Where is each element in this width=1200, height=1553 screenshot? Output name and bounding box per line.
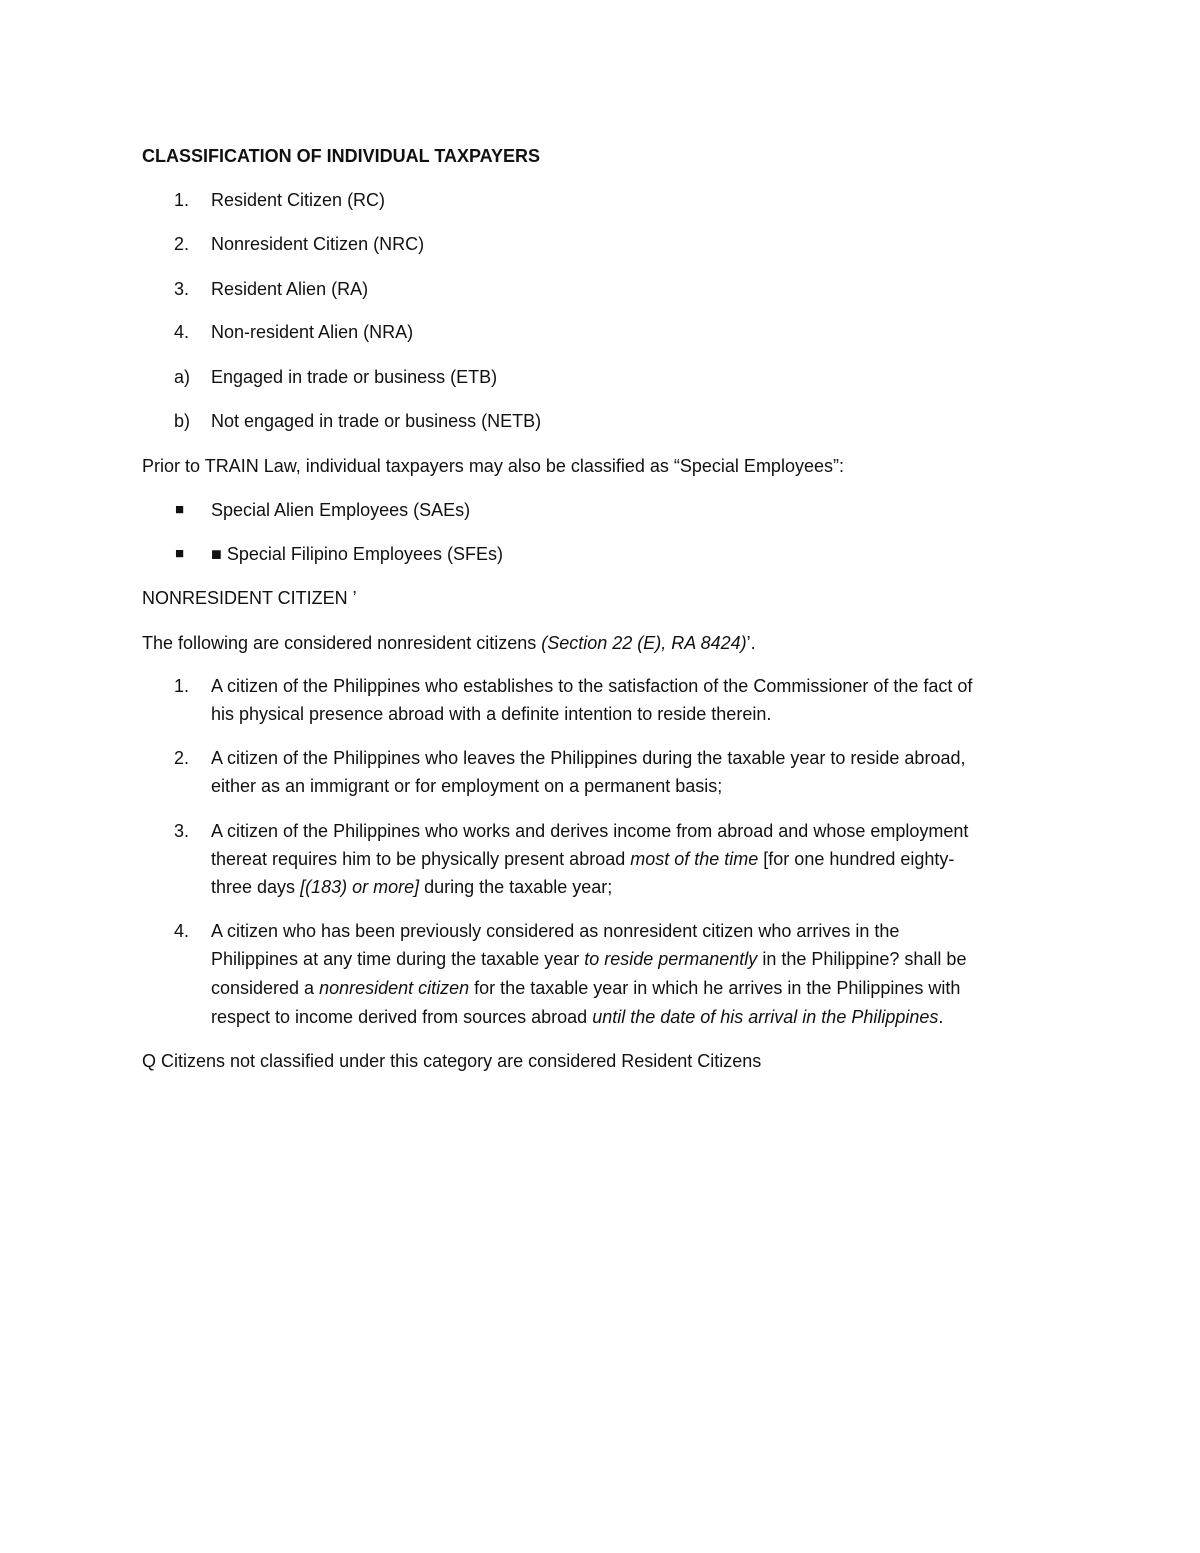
list-marker: 2. — [174, 234, 190, 254]
list-item-text: A citizen who has been previously considered as nonresident citizen who arrives in the — [211, 921, 900, 941]
list-item-text: considered a nonresident citizen for the taxable year in which he arrives in the Philippines with — [211, 978, 961, 998]
list-marker: 1. — [174, 190, 190, 210]
list-item-text: either as an immigrant or for employment on a permanent basis; — [211, 776, 723, 796]
list-item-text: Resident Alien (RA) — [211, 279, 369, 299]
list-marker: 2. — [174, 748, 190, 768]
list-marker: a) — [174, 367, 191, 387]
prior-note: Prior to TRAIN Law, individual taxpayers may also be classified as “Special Employees”: — [142, 456, 844, 476]
list-item-text: A citizen of the Philippines who works and derives income from abroad and whose employment — [211, 821, 969, 841]
intro-tail: ’. — [746, 633, 756, 653]
section-heading: NONRESIDENT CITIZEN ’ — [142, 588, 357, 608]
list-item-text: three days [(183) or more] during the taxable year; — [211, 877, 613, 897]
list-item-text: Not engaged in trade or business (NETB) — [211, 411, 542, 431]
list-item-text: thereat requires him to be physically present abroad most of the time [for one hundred eighty- — [211, 849, 955, 869]
list-marker: b) — [174, 411, 191, 431]
bullet-icon: ■ — [175, 545, 185, 562]
list-item-text: Resident Citizen (RC) — [211, 190, 386, 210]
intro-citation: (Section 22 (E), RA 8424) — [541, 633, 747, 653]
list-item-text: Engaged in trade or business (ETB) — [211, 367, 498, 387]
list-marker: 1. — [174, 676, 190, 696]
list-item-text: Philippines at any time during the taxable year to reside permanently in the Philippine? shall be — [211, 949, 967, 969]
document-title: CLASSIFICATION OF INDIVIDUAL TAXPAYERS — [142, 146, 541, 166]
intro-paragraph — [142, 629, 756, 657]
list-item-text: A citizen of the Philippines who establishes to the satisfaction of the Commissioner of the fact of — [211, 676, 973, 696]
list-item-text: A citizen of the Philippines who leaves the Philippines during the taxable year to reside abroad, — [211, 748, 966, 768]
list-marker: 3. — [174, 279, 190, 299]
list-marker: 4. — [174, 921, 190, 941]
list-item-text: Special Alien Employees (SAEs) — [211, 500, 471, 520]
list-marker: 3. — [174, 821, 190, 841]
list-item-text: his physical presence abroad with a definite intention to reside therein. — [211, 704, 772, 724]
bullet-icon: ■ — [175, 501, 185, 518]
list-item-text: respect to income derived from sources abroad until the date of his arrival in the Philippines. — [211, 1007, 944, 1027]
list-item-text: Nonresident Citizen (NRC) — [211, 234, 425, 254]
intro-text: The following are considered nonresident citizens — [142, 633, 542, 653]
list-item-text: ■ Special Filipino Employees (SFEs) — [211, 544, 503, 564]
list-marker: 4. — [174, 322, 190, 342]
closing-note: Q Citizens not classified under this category are considered Resident Citizens — [142, 1051, 762, 1071]
list-item-text: Non-resident Alien (NRA) — [211, 322, 414, 342]
